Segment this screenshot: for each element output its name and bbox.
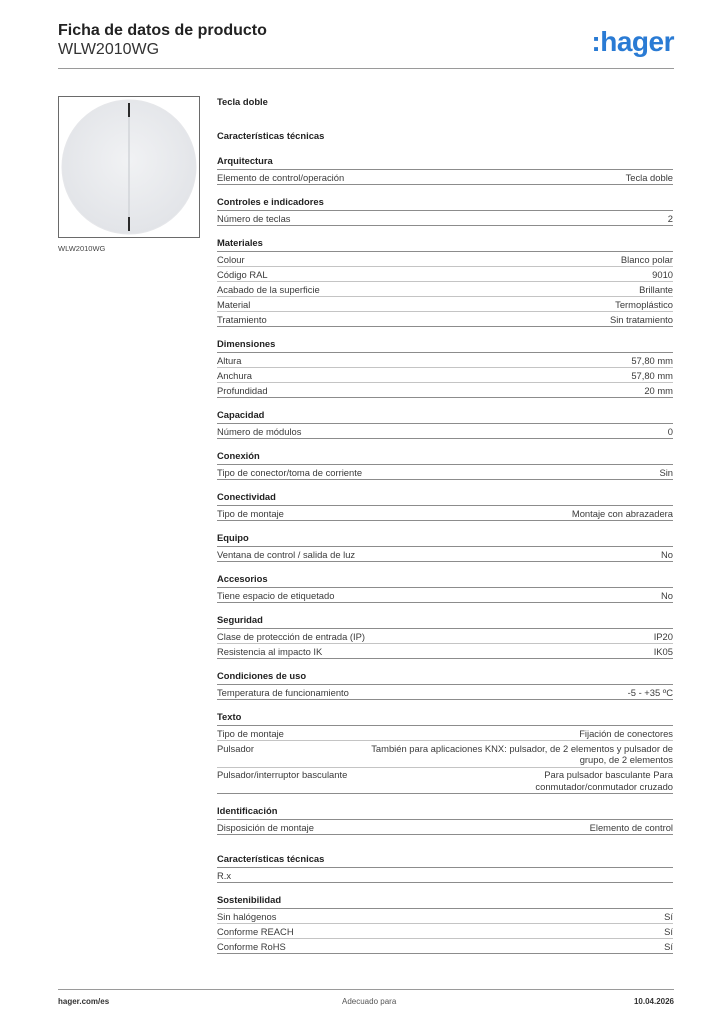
spec-value: Blanco polar (620, 253, 673, 265)
spec-section (217, 805, 673, 835)
section-title: Sostenibilidad (217, 894, 673, 909)
spec-row (217, 939, 673, 954)
spec-section (217, 237, 673, 327)
spec-value: Sí (664, 925, 673, 937)
section-title: Accesorios (217, 573, 673, 588)
footer-divider (58, 989, 674, 990)
footer-date: 10.04.2026 (633, 997, 674, 1006)
spec-label: Número de módulos (217, 425, 302, 437)
spec-label: Pulsador/interruptor basculante (217, 769, 348, 780)
specifications (217, 96, 673, 965)
spec-label: Altura (217, 354, 242, 366)
spec-row (217, 211, 673, 226)
spec-row (217, 383, 673, 398)
spec-section (217, 853, 673, 883)
document-title: Ficha de datos de producto (58, 22, 267, 39)
header-divider (58, 68, 674, 69)
spec-label: Conforme REACH (217, 925, 294, 937)
section-title: Conectividad (217, 491, 673, 506)
footer-website: hager.com/es (58, 997, 110, 1006)
spec-section (217, 450, 673, 480)
double-rocker-switch-image (59, 97, 199, 237)
spec-value: 57,80 mm (631, 354, 673, 366)
spec-section (217, 614, 673, 659)
spec-row (217, 506, 673, 521)
spec-label: Elemento de control/operación (217, 171, 345, 183)
spec-label: Tipo de conector/toma de corriente (217, 466, 363, 478)
spec-label: Resistencia al impacto IK (217, 645, 323, 657)
spec-value: No (661, 548, 673, 560)
spec-label: Clase de protección de entrada (IP) (217, 630, 365, 642)
spec-row (217, 588, 673, 603)
spec-value: Sí (664, 940, 673, 952)
spec-label: Tipo de montaje (217, 507, 284, 519)
spec-row (217, 644, 673, 659)
hager-logo: :hager (591, 26, 674, 57)
section-title: Características técnicas (217, 853, 673, 868)
spec-value: 20 mm (644, 384, 673, 396)
spec-section (217, 155, 673, 185)
spec-label: Ventana de control / salida de luz (217, 548, 356, 560)
spec-value: Para pulsador basculante Para conmutador/conmutador cruzado (535, 769, 673, 792)
spec-label: Tratamiento (217, 313, 267, 325)
spec-row (217, 820, 673, 835)
spec-value: Fijación de conectores (579, 727, 673, 739)
spec-row (217, 368, 673, 383)
spec-value: 57,80 mm (631, 369, 673, 381)
product-image (58, 96, 200, 238)
spec-row (217, 924, 673, 939)
section-title: Características técnicas (217, 130, 325, 141)
spec-label: Pulsador (217, 742, 255, 754)
spec-value: 9010 (652, 268, 673, 280)
spec-section (217, 491, 673, 521)
spec-label: Anchura (217, 369, 252, 381)
spec-section (217, 711, 673, 794)
spec-value: Sí (664, 910, 673, 922)
spec-row (217, 726, 673, 741)
spec-value: Sin (659, 466, 673, 478)
spec-section (217, 409, 673, 439)
spec-section (217, 338, 673, 398)
spec-section (217, 196, 673, 226)
spec-row (217, 252, 673, 267)
spec-value: Montaje con abrazadera (571, 507, 673, 519)
spec-value: IK05 (653, 645, 673, 657)
spec-label: Número de teclas (217, 212, 291, 224)
spec-value: Termoplástico (615, 298, 673, 310)
spec-label: Tipo de montaje (217, 727, 284, 739)
spec-label: Material (217, 298, 251, 310)
spec-label: Código RAL (217, 268, 268, 280)
section-title: Controles e indicadores (217, 196, 673, 211)
image-caption: WLW2010WG (58, 244, 106, 253)
section-title: Arquitectura (217, 155, 673, 170)
spec-section (217, 130, 673, 144)
spec-row (217, 768, 673, 795)
spec-row (217, 170, 673, 185)
spec-value: También para aplicaciones KNX: pulsador, de 2 elementos y pulsador de grupo, de 2 elementos (371, 742, 673, 765)
section-title: Identificación (217, 805, 673, 820)
spec-row (217, 547, 673, 562)
spec-label: Colour (217, 253, 245, 265)
spec-row (217, 267, 673, 282)
spec-value: IP20 (653, 630, 673, 642)
spec-row (217, 868, 673, 883)
spec-value: 0 (667, 425, 673, 437)
spec-value: Brillante (639, 283, 673, 295)
spec-section (217, 670, 673, 700)
footer-suitability: Adecuado para (342, 997, 397, 1006)
spec-label: Conforme RoHS (217, 940, 286, 952)
spec-row (217, 312, 673, 327)
spec-label: Profundidad (217, 384, 268, 396)
product-reference: WLW2010WG (58, 41, 160, 58)
spec-label: Tiene espacio de etiquetado (217, 589, 335, 601)
spec-row (217, 465, 673, 480)
product-name: Tecla doble (217, 96, 268, 107)
section-title: Dimensiones (217, 338, 673, 353)
section-title: Materiales (217, 237, 673, 252)
spec-section (217, 532, 673, 562)
spec-row (217, 909, 673, 924)
section-title: Equipo (217, 532, 673, 547)
section-title: Capacidad (217, 409, 673, 424)
spec-section (217, 894, 673, 954)
spec-value: 2 (667, 212, 673, 224)
spec-row (217, 282, 673, 297)
spec-row (217, 353, 673, 368)
spec-row (217, 629, 673, 644)
section-title: Texto (217, 711, 673, 726)
spec-value: -5 - +35 ºC (627, 686, 673, 698)
spec-row (217, 685, 673, 700)
section-title: Conexión (217, 450, 673, 465)
spec-label: Sin halógenos (217, 910, 277, 922)
spec-value: No (661, 589, 673, 601)
spec-row (217, 297, 673, 312)
spec-value: Tecla doble (625, 171, 673, 183)
spec-section (217, 573, 673, 603)
spec-row (217, 424, 673, 439)
spec-label: Temperatura de funcionamiento (217, 686, 349, 698)
spec-row (217, 741, 673, 768)
spec-value: Sin tratamiento (609, 313, 673, 325)
document-header (58, 22, 267, 59)
section-title: Condiciones de uso (217, 670, 673, 685)
spec-label: R.x (217, 869, 232, 881)
spec-label: Acabado de la superficie (217, 283, 320, 295)
spec-label: Disposición de montaje (217, 821, 314, 833)
spec-value: Elemento de control (589, 821, 673, 833)
section-title: Seguridad (217, 614, 673, 629)
